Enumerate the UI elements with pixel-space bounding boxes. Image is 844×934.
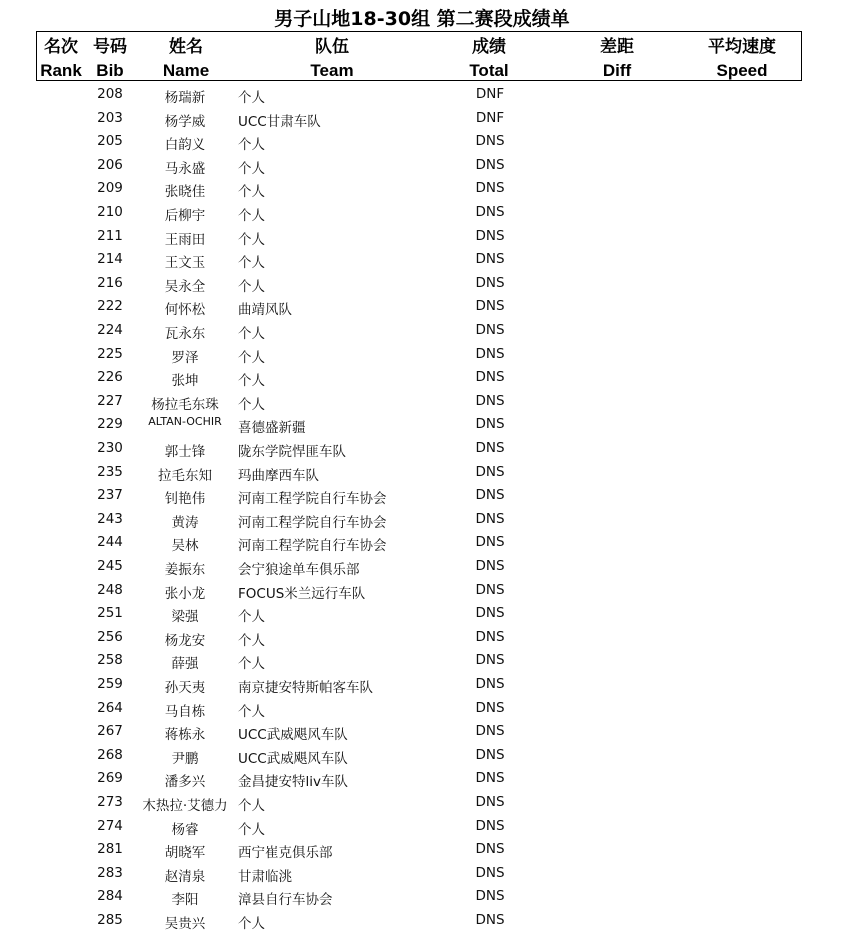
team-cell: 南京捷安特斯帕客车队: [238, 680, 373, 696]
total-cell: DNS: [475, 510, 505, 527]
total-cell: DNS: [475, 558, 505, 574]
table-row: [0, 226, 844, 250]
table-row: [0, 603, 844, 627]
header-rank: [37, 35, 85, 83]
bib-cell: 209: [97, 180, 123, 197]
header-speed: [697, 35, 787, 83]
header-bib: [90, 35, 130, 83]
header-total-cn: 成绩: [472, 37, 506, 56]
team-cell: UCC甘肃车队: [238, 113, 321, 130]
table-row: [0, 674, 844, 698]
bib-cell: 268: [97, 746, 123, 763]
name-cell: 梁强: [171, 609, 199, 626]
total-cell: DNS: [475, 133, 505, 150]
bib-cell: 227: [97, 392, 123, 409]
bib-cell: 264: [97, 699, 123, 716]
name-cell: 马永盛: [164, 160, 206, 177]
name-cell: 杨龙安: [164, 632, 206, 649]
total-cell: DNS: [475, 888, 505, 905]
table-row: [0, 462, 844, 486]
table-row: [0, 273, 844, 297]
team-cell: 玛曲摩西车队: [238, 467, 319, 484]
bib-cell: 258: [97, 652, 123, 669]
bib-cell: 259: [97, 676, 123, 692]
total-cell: DNS: [475, 770, 505, 787]
team-cell: 个人: [238, 396, 265, 413]
team-cell: 个人: [238, 90, 265, 106]
total-cell: DNS: [475, 369, 505, 386]
header-total-en: Total: [469, 61, 509, 80]
name-cell: 吴永全: [164, 278, 206, 295]
table-row: [0, 485, 844, 509]
header-name: [141, 35, 231, 83]
name-cell: 杨瑞新: [164, 90, 206, 106]
table-header: [36, 31, 802, 81]
table-row: [0, 698, 844, 722]
total-cell: DNS: [475, 440, 505, 456]
total-cell: DNF: [475, 109, 505, 126]
name-cell: 蒋栋永: [164, 727, 206, 744]
name-cell: 胡晓军: [164, 845, 206, 862]
total-cell: DNS: [475, 817, 505, 834]
name-cell: 张小龙: [164, 585, 206, 602]
header-rank-en: Rank: [40, 61, 82, 80]
bib-cell: 285: [97, 912, 123, 928]
name-cell: 孙天夷: [164, 680, 206, 696]
header-bib-cn: 号码: [93, 37, 127, 56]
name-cell: ALTAN-OCHIR: [148, 415, 222, 429]
table-row: [0, 839, 844, 863]
table-row: [0, 344, 844, 368]
table-row: [0, 745, 844, 769]
total-cell: DNS: [475, 912, 505, 928]
table-row: [0, 532, 844, 556]
name-cell: 白韵义: [164, 137, 206, 154]
table-row: [0, 580, 844, 604]
name-cell: 何怀松: [164, 302, 206, 319]
bib-cell: 243: [97, 510, 123, 527]
table-row: [0, 391, 844, 415]
header-diff-cn: 差距: [600, 37, 634, 56]
table-row: [0, 249, 844, 273]
total-cell: DNS: [475, 699, 505, 716]
total-cell: DNS: [475, 274, 505, 291]
bib-cell: 248: [97, 581, 123, 598]
name-cell: 郭士锋: [164, 444, 206, 460]
bib-cell: 216: [97, 274, 123, 291]
team-cell: 个人: [238, 609, 265, 626]
bib-cell: 245: [97, 558, 123, 574]
bib-cell: 225: [97, 345, 123, 362]
bib-cell: 237: [97, 487, 123, 504]
team-cell: 个人: [238, 255, 265, 272]
name-cell: 黄涛: [171, 514, 199, 531]
table-row: [0, 863, 844, 887]
bib-cell: 251: [97, 605, 123, 622]
total-cell: DNF: [475, 86, 505, 102]
bib-cell: 230: [97, 440, 123, 456]
bib-cell: 203: [97, 109, 123, 126]
total-cell: DNS: [475, 605, 505, 622]
page-title: 男子山地18-30组 第二赛段成绩单: [274, 8, 570, 30]
table-row: [0, 792, 844, 816]
table-row: [0, 155, 844, 179]
total-cell: DNS: [475, 180, 505, 197]
header-team-en: Team: [310, 61, 354, 80]
bib-cell: 208: [97, 86, 123, 102]
name-cell: 钊艳伟: [164, 491, 206, 508]
team-cell: 喜德盛新疆: [238, 420, 306, 437]
total-cell: DNS: [475, 794, 505, 810]
bib-cell: 214: [97, 251, 123, 268]
name-cell: 木热拉·艾德力: [142, 798, 228, 814]
header-bib-en: Bib: [96, 61, 124, 80]
total-cell: DNS: [475, 345, 505, 362]
team-cell: UCC武威飓风车队: [238, 750, 348, 767]
name-cell: 潘多兴: [164, 774, 206, 791]
team-cell: 河南工程学院自行车协会: [238, 514, 387, 531]
bib-cell: 256: [97, 628, 123, 645]
bib-cell: 226: [97, 369, 123, 386]
bib-cell: 244: [97, 534, 123, 551]
team-cell: 个人: [238, 656, 265, 673]
total-cell: DNS: [475, 392, 505, 409]
header-name-cn: 姓名: [169, 37, 203, 56]
team-cell: 甘肃临洮: [238, 868, 292, 885]
total-cell: DNS: [475, 298, 505, 315]
total-cell: DNS: [475, 416, 505, 433]
name-cell: 后柳宇: [164, 208, 206, 224]
total-cell: DNS: [475, 676, 505, 692]
team-cell: 个人: [238, 160, 265, 177]
name-cell: 尹鹏: [171, 750, 199, 767]
table-row: [0, 296, 844, 320]
team-cell: 个人: [238, 349, 265, 366]
bib-cell: 274: [97, 817, 123, 834]
name-cell: 张坤: [171, 373, 199, 390]
name-cell: 杨睿: [171, 821, 199, 838]
team-cell: 个人: [238, 326, 265, 342]
table-row: [0, 320, 844, 344]
total-cell: DNS: [475, 864, 505, 881]
table-row: [0, 367, 844, 391]
team-cell: 个人: [238, 632, 265, 649]
total-cell: DNS: [475, 534, 505, 551]
team-cell: 河南工程学院自行车协会: [238, 491, 387, 508]
table-row: [0, 131, 844, 155]
name-cell: 张晓佳: [164, 184, 206, 201]
bib-cell: 235: [97, 463, 123, 480]
bib-cell: 273: [97, 794, 123, 810]
table-row: [0, 108, 844, 132]
name-cell: 马自栋: [164, 703, 206, 720]
team-cell: 河南工程学院自行车协会: [238, 538, 387, 555]
total-cell: DNS: [475, 463, 505, 480]
team-cell: 金昌捷安特liv车队: [238, 774, 348, 791]
total-cell: DNS: [475, 487, 505, 504]
team-cell: 个人: [238, 137, 265, 154]
team-cell: UCC武威飓风车队: [238, 727, 348, 744]
team-cell: 曲靖风队: [238, 302, 292, 319]
table-row: [0, 627, 844, 651]
table-row: [0, 910, 844, 934]
name-cell: 瓦永东: [164, 326, 206, 342]
name-cell: 拉毛东知: [158, 467, 212, 484]
name-cell: 薛强: [171, 656, 199, 673]
total-cell: DNS: [475, 841, 505, 858]
name-cell: 罗泽: [171, 349, 199, 366]
table-row: [0, 886, 844, 910]
table-row: [0, 768, 844, 792]
header-rank-cn: 名次: [44, 37, 78, 56]
total-cell: DNS: [475, 628, 505, 645]
table-row: [0, 721, 844, 745]
total-cell: DNS: [475, 723, 505, 740]
team-cell: 西宁崔克俱乐部: [238, 845, 333, 862]
total-cell: DNS: [475, 652, 505, 669]
table-row: [0, 438, 844, 462]
total-cell: DNS: [475, 746, 505, 763]
team-cell: 会宁狼途单车俱乐部: [238, 562, 360, 578]
header-diff: [585, 35, 649, 83]
team-cell: FOCUS米兰远行车队: [238, 585, 366, 602]
header-diff-en: Diff: [602, 61, 632, 80]
bib-cell: 205: [97, 133, 123, 150]
team-cell: 个人: [238, 231, 265, 248]
table-row: [0, 84, 844, 108]
name-cell: 吴林: [171, 538, 199, 555]
header-team-cn: 队伍: [315, 37, 349, 56]
name-cell: 杨学威: [164, 113, 206, 130]
name-cell: 吴贵兴: [164, 916, 206, 932]
bib-cell: 281: [97, 841, 123, 858]
team-cell: 个人: [238, 916, 265, 932]
table-row: [0, 178, 844, 202]
name-cell: 姜振东: [164, 562, 206, 578]
table-row: [0, 650, 844, 674]
bib-cell: 206: [97, 156, 123, 173]
bib-cell: 267: [97, 723, 123, 740]
bib-cell: 284: [97, 888, 123, 905]
header-team: [282, 35, 382, 83]
total-cell: DNS: [475, 204, 505, 220]
total-cell: DNS: [475, 581, 505, 598]
team-cell: 个人: [238, 208, 265, 224]
table-row: [0, 509, 844, 533]
bib-cell: 222: [97, 298, 123, 315]
name-cell: 杨拉毛东珠: [151, 396, 219, 413]
name-cell: 王文玉: [164, 255, 206, 272]
bib-cell: 229: [97, 416, 123, 433]
team-cell: 漳县自行车协会: [238, 892, 333, 909]
total-cell: DNS: [475, 322, 505, 338]
team-cell: 个人: [238, 278, 265, 295]
team-cell: 陇东学院悍匪车队: [238, 444, 346, 460]
table-row: [0, 816, 844, 840]
table-row: [0, 202, 844, 226]
team-cell: 个人: [238, 821, 265, 838]
header-name-en: Name: [162, 61, 210, 80]
header-speed-en: Speed: [716, 61, 768, 80]
team-cell: 个人: [238, 798, 265, 814]
bib-cell: 283: [97, 864, 123, 881]
total-cell: DNS: [475, 227, 505, 244]
bib-cell: 210: [97, 204, 123, 220]
total-cell: DNS: [475, 251, 505, 268]
total-cell: DNS: [475, 156, 505, 173]
name-cell: 李阳: [171, 892, 199, 909]
table-row: [0, 556, 844, 580]
bib-cell: 224: [97, 322, 123, 338]
team-cell: 个人: [238, 703, 265, 720]
bib-cell: 211: [97, 227, 123, 244]
bib-cell: 269: [97, 770, 123, 787]
table-row: [0, 414, 844, 438]
header-speed-cn: 平均速度: [708, 37, 776, 56]
name-cell: 王雨田: [164, 231, 206, 248]
header-total: [457, 35, 521, 83]
team-cell: 个人: [238, 184, 265, 201]
name-cell: 赵清泉: [164, 868, 206, 885]
team-cell: 个人: [238, 373, 265, 390]
